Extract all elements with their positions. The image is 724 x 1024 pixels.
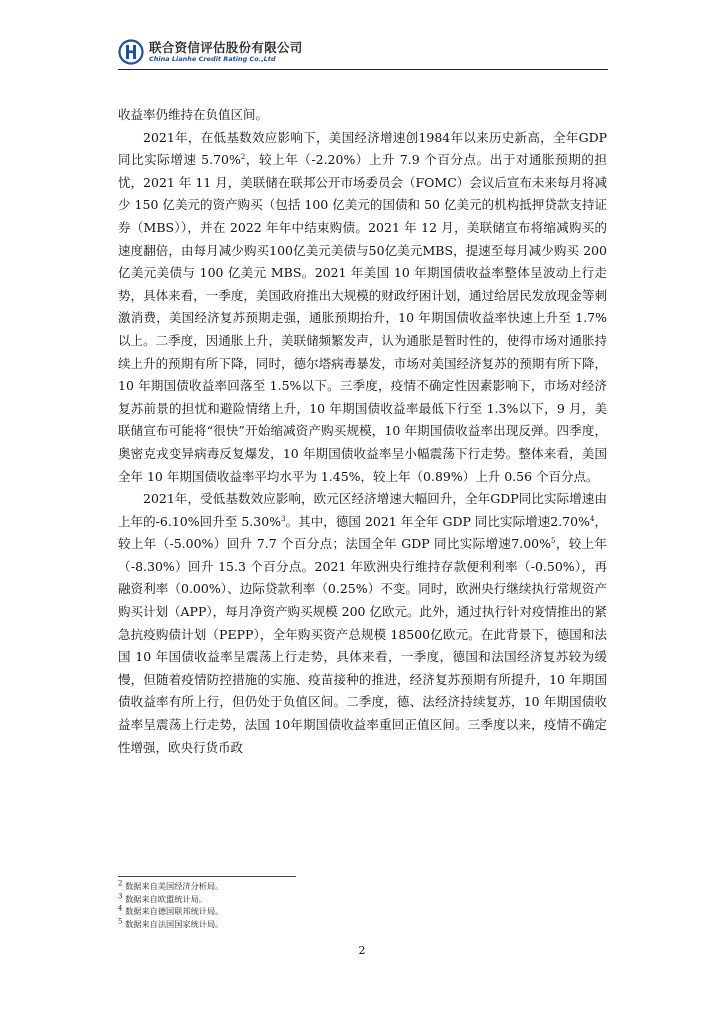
paragraph <box>118 104 607 127</box>
paragraph-text: 2021年，受低基数效应影响，欧元区经济增速大幅回升，全年GDP同比实际增速由上年的-6.10%回升至 5.30% <box>118 491 607 529</box>
paragraph-text: ，较上年（-5.00%）回升 7.7 个百分点；法国全年 GDP 同比实际增速7.00% <box>118 513 607 552</box>
paragraph <box>118 488 607 759</box>
company-name-en: China Lianhe Credit Rating Co.,Ltd <box>149 55 276 63</box>
footnotes <box>118 880 607 930</box>
company-name-cn: 联合资信评估股份有限公司 <box>149 40 303 55</box>
paragraph-text: 2021年，在低基数效应影响下，美国经济增速创1984年以来历史新高，全年GDP 同比实际增速 5.70% <box>118 129 607 168</box>
footnote: $^5$ 数据来自法国国家统计局。 <box>118 917 224 929</box>
paragraph <box>118 127 607 489</box>
lianhe-logo-icon <box>118 39 144 65</box>
footnote: $^2$ 数据来自美国经济分析局。 <box>118 879 224 891</box>
paragraph-text: 收益率仍维持在负值区间。 <box>118 107 269 122</box>
paragraph-text: ，较上年（-2.20%）上升 7.9 个百分点。出于对通胀预期的担忧，2021 年 11 月，美联储在联邦公开市场委员会（FOMC）会议后宣布未来每月将减少 150 亿美元的资产购买（包括 100 亿美元的国债和 50 亿美元的机构抵押贷款支持证券（MBS）），并在 2022 年年中结束购债。2021 年 12 月，美联储宣布将缩减购买的速度翻倍，由每月减少购买100亿美元美债与50亿美元MBS，提速至每月减少购买 200 亿美元美债与 100 亿美元 MBS。2021 年美国 10 年期国债收益率整体呈波动上行走势，具体来看，一季度，美国政府推出大规模的财政纾困计划，通过给居民发放现金等刺激消费，美国经济复苏预期走强，通胀预期抬升，10 年期国债收益率快速上升至 1.7%以上。二季度，因通胀上升，美联储频繁发声，认为通胀是暂时性的，使得市场对通胀持续上升的预期有所下降，同时，德尔塔病毒暴发，市场对美国经济复苏的预期有所下降，10 年期国债收益率回落至 1.5%以下。三季度，疫情不确定性因素影响下，市场对经济复苏前景的担忧和避险情绪上升，10 年期国债收益率最低下行至 1.3%以下，9 月，美联储宣布可能将“很快”开始缩减资产购买规模，10 年期国债收益率出现反弹。四季度，奥密克戎变异病毒反复爆发，10 年期国债收益率呈小幅震荡下行走势。整体来看，美国全年 10 年期国债收益率平均水平为 1.45%，较上年（0.89%）上升 0.56 个百分点。 <box>118 152 607 484</box>
page-header <box>118 36 608 76</box>
footnote-ref: 2 <box>240 153 246 162</box>
footnote: $^4$ 数据来自德国联邦统计局。 <box>118 904 224 917</box>
footnote-ref: 5 <box>551 537 556 546</box>
paragraph-text: 。其中，德国 2021 年全年 GDP 同比实际增速2.70% <box>285 513 590 529</box>
footnote: $^3$ 数据来自欧盟统计局。 <box>118 891 207 904</box>
header-rule <box>118 69 608 70</box>
footnote-ref: 4 <box>589 514 595 523</box>
page-number: 2 <box>358 944 366 957</box>
document-body <box>118 104 607 759</box>
paragraph-text: ，较上年（-8.30%）回升 15.3 个百分点。2021 年欧洲央行维持存款便利利率（-0.50%），再融资利率（0.00%）、边际贷款利率（0.25%）不变。同时，欧洲央行继续执行常规资产购买计划（APP），每月净资产购买规模 200 亿欧元。此外，通过执行针对疫情推出的紧急抗疫购债计划（PEPP），全年购买资产总规模 18500亿欧元。在此背景下，德国和法国 10 年国债收益率呈震荡上行走势，具体来看，一季度，德国和法国经济复苏较为缓慢，但随着疫情防控措施的实施、疫苗接种的推进，经济复苏预期有所提升，10 年期国债收益率有所上行，但仍处于负值区间。二季度，德、法经济持续复苏，10 年期国债收益率呈震荡上行走势，法国 10年期国债收益率重回正值区间。三季度以来，疫情不确定性增强，欧央行货币政 <box>118 536 607 755</box>
footnote-separator <box>118 876 296 877</box>
footnote-ref: 3 <box>281 514 286 523</box>
